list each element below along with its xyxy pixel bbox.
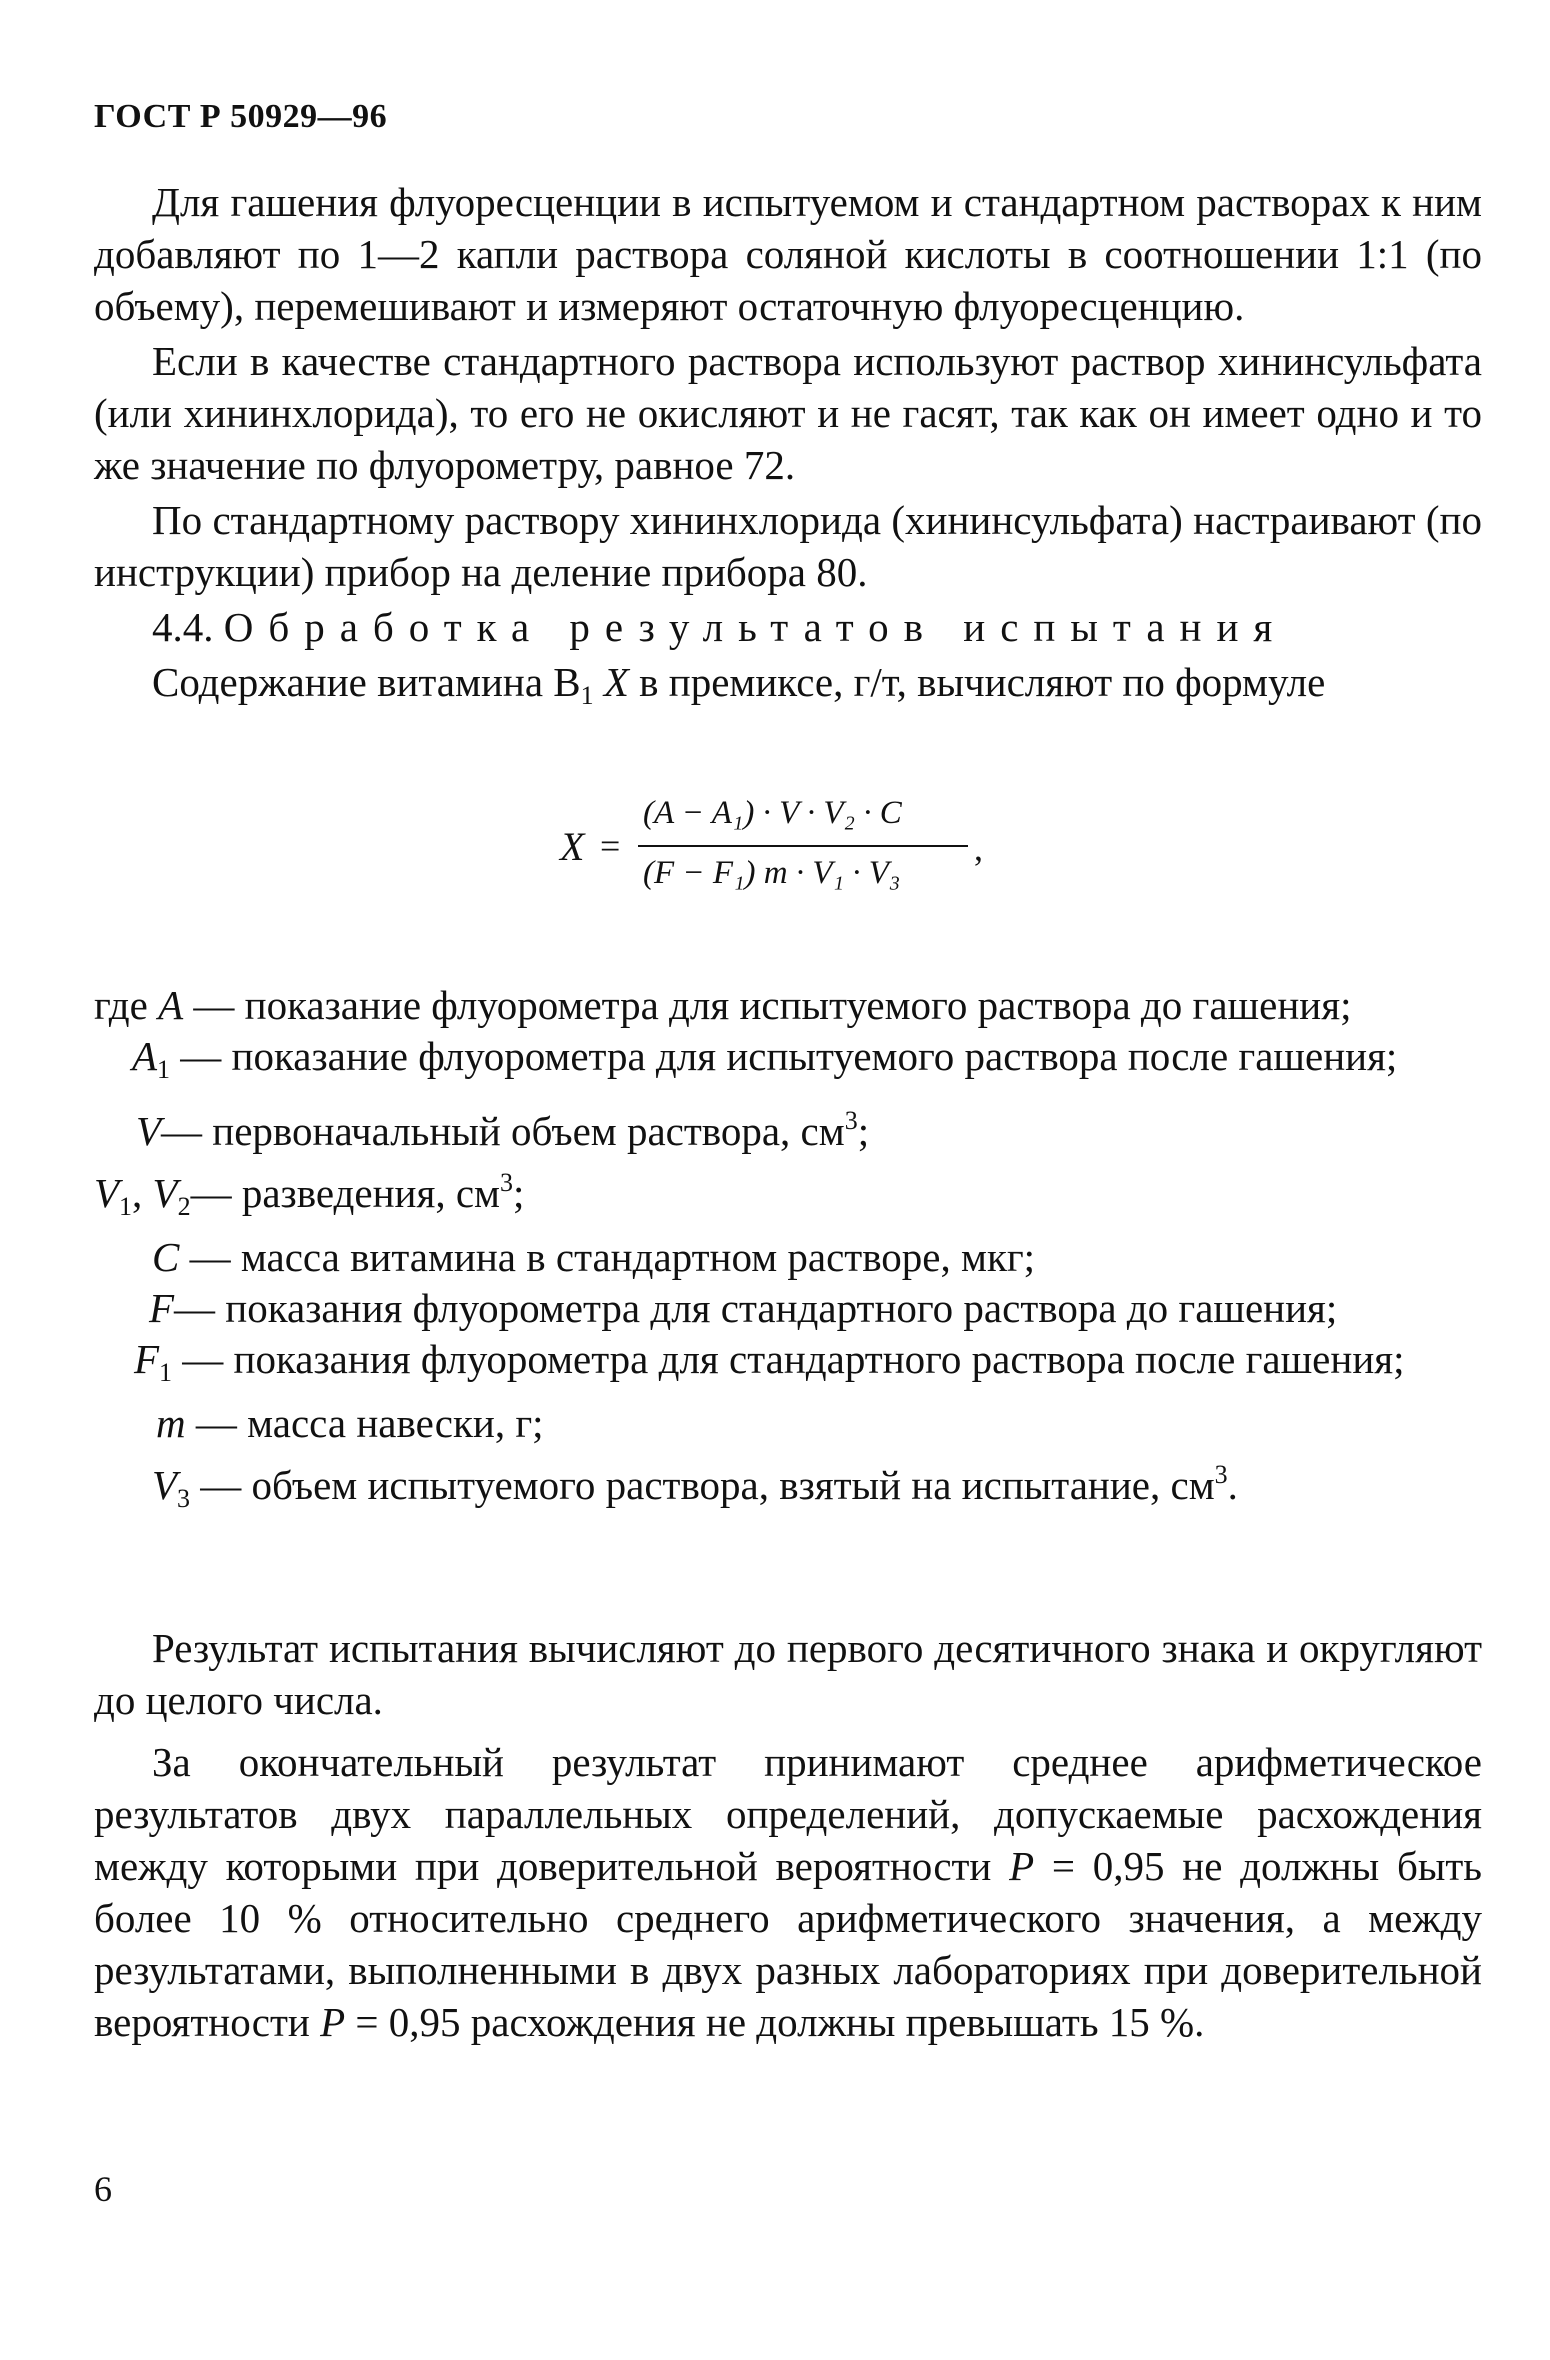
def-m: m — масса навески, г; bbox=[156, 1400, 544, 1446]
formula-lhs: X bbox=[560, 824, 585, 869]
formula-numerator: (A − A₁) · V · V₂ · C bbox=[643, 795, 902, 831]
definitions-list bbox=[94, 980, 1482, 1524]
document-header: ГОСТ Р 50929—96 bbox=[94, 98, 388, 135]
formula-equals: = bbox=[600, 826, 621, 866]
body-block-bottom bbox=[94, 1622, 1482, 2048]
paragraph-quenching: Для гашения флуоресценции в испытуемом и стандартном растворах к ним добавляют по 1—2 капли раствора соляной кислоты в соотношении 1:1 (по объему), перемешивают и измеряют остаточную флуоресценцию. bbox=[94, 179, 1482, 329]
def-F1: $F_1$ — показания флуорометра для стандартного раствора после гашения; bbox=[134, 1336, 1405, 1387]
formula-comma: , bbox=[974, 828, 983, 868]
def-V: V— первоначальный объем раствора, $см^3$; bbox=[136, 1106, 870, 1154]
def-A1: $A_1$ — показание флуорометра для испытуемого раствора после гашения; bbox=[132, 1033, 1398, 1084]
body-block-top bbox=[94, 176, 1482, 722]
formula-x bbox=[560, 795, 1020, 905]
paragraph-content-formula-intro: Содержание витамина $В_1$ X в премиксе, г/т, вычисляют по формуле bbox=[152, 659, 1326, 710]
paragraph-rounding: Результат испытания вычисляют до первого десятичного знака и округляют до целого числа. bbox=[94, 1625, 1482, 1723]
section-title: Обработка результатов испытания bbox=[223, 604, 1288, 650]
formula-fraction-bar bbox=[638, 845, 968, 847]
formula-denominator: (F − F₁) m · V₁ · V₃ bbox=[643, 855, 901, 891]
paragraph-calibration: По стандартному раствору хининхлорида (хининсульфата) настраивают (по инструкции) прибор на деление прибора 80. bbox=[94, 497, 1482, 595]
section-heading bbox=[94, 601, 1482, 653]
page-number: 6 bbox=[94, 2169, 112, 2209]
def-C: C — масса витамина в стандартном растворе, мкг; bbox=[152, 1234, 1036, 1280]
paragraph-quinine: Если в качестве стандартного раствора используют раствор хининсульфата (или хининхлорида), то его не окисляют и не гасят, так как он имеет одно и то же значение по флуорометру, равное 72. bbox=[94, 338, 1482, 488]
paragraph-final-result: За окончательный результат принимают среднее арифметическое результатов двух параллельных определений, допускаемые расхождения между которыми при доверительной вероятности P = 0,95 не должны быть более 10 % относительно среднего арифметического значения, а между результатами, выполненными в двух разных лабораториях при доверительной вероятности P = 0,95 расхождения не должны превышать 15 %. bbox=[94, 1739, 1482, 2045]
def-V3: $V_3$ — объем испытуемого раствора, взятый на испытание, $см^3$. bbox=[152, 1460, 1238, 1513]
def-V1-V2: $V_1$, $V_2—$ разведения, $см^3$; bbox=[94, 1168, 525, 1221]
section-number: 4.4. bbox=[152, 604, 214, 650]
def-A: где A — показание флуорометра для испытуемого раствора до гашения; bbox=[94, 982, 1352, 1028]
def-F: F— показания флуорометра для стандартного раствора до гашения; bbox=[149, 1285, 1338, 1331]
